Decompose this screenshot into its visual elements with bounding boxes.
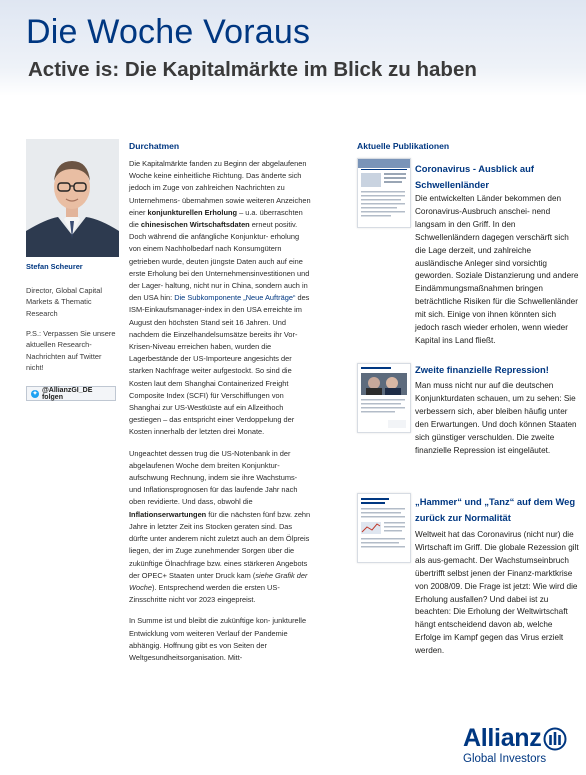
author-photo xyxy=(26,139,119,257)
publication-text-3: Weltweit hat das Coronavirus (nicht nur) die Wirtschaft im Griff. Die globale Rezession gilt als aus-gemacht. Der Wachstumseinbruch übertrifft selbst jenen der Finanz-marktkrise von 2008/09. Die Frage ist jetzt: Wie wird die Erholung ausfallen? Und dabei ist zu beachten: Die Erholung der Weltwirtschaft hängt entscheidend davon ab, welche Erfolge im Kampf gegen das Virus erzielt werden. xyxy=(415,530,579,656)
publication-thumbnail-2[interactable] xyxy=(357,363,411,433)
page-title: Die Woche Voraus xyxy=(26,13,311,51)
twitter-follow-label: @AllianzGI_DE folgen xyxy=(41,386,93,401)
allianz-logo-subtitle: Global Investors xyxy=(463,753,547,765)
article-paragraph-1: Die Kapitalmärkte fanden zu Beginn der abgelaufenen Woche keine einheitliche Richtung. Das änderte sich jedoch im Zuge von zahlreichen Nachrichten zu Unternehmens- übernahmen sowie weiteren Anzeichen einer konjunkturellen Erholung – u.a. überraschten die chinesischen Wirtschaftsdaten erneut positiv. Doch während die anfängliche Konjunktur- erholung von einem Nachholbedarf nach Konsumgütern getrieben wurde, deuten jüngste Daten auch auf eine erste Erholung bei den Unternehmensinvestitionen und der Lager- haltung, nicht nur in China, sondern auch in den USA hin: Die Subkomponente „Neue Aufträge“ des ISM-Einkaufsmanager-index in den USA erreichte im August den höchsten Stand seit 16 Jahren. Und nachdem die Einzelhandelsumsätze bereits ihr Vor-Krisen-Niveau erreichen haben, wurden die Lagerbestände der US-Importeure angesichts der starken Nachfrage weiter aufgestockt. So sind die Kosten laut dem Shanghai Containerized Freight Composite Index (SCFI) für Verschiffungen von Shanghai zur US-Westküste auf ein Allzeithoch gestiegen – das entspricht einer Verdoppelung der Kosten innerhalb der letzten drei Monate. xyxy=(129,159,311,437)
publication-text-2: Man muss nicht nur auf die deutschen Konjunkturdaten schauen, um zu sehen: Sie verbessern sich, aber bleiben häufig unter den Erwartungen. Und doch können Staaten sich günstiger verschulden. Die zweite finanzielle Repression ist eingeläutet. xyxy=(415,381,577,455)
publication-text-1: Die entwickelten Länder bekommen den Coronavirus-Ausbruch anschei- nend langsam in den Griff. In den Schwellenländern dagegen verschärft sich die Lage derzeit, und zahlreiche ausländische Anleger sind vorsichtig geworden. Soziale Distanzierung und andere Eindämmungsmaßnahmen bringen beträchtliche Risiken für die Schwellenländer mit sich. Einige von ihnen könnten sich jedoch rasch wieder erholen, wenn wieder Kapital ins Land fließt. xyxy=(415,194,579,345)
page-subtitle: Active is: Die Kapitalmärkte im Blick zu haben xyxy=(28,58,477,81)
publication-thumbnail-3[interactable] xyxy=(357,493,411,563)
publication-title-2[interactable]: Zweite finanzielle Repression! xyxy=(415,364,549,375)
publications-heading: Aktuelle Publikationen xyxy=(357,141,450,151)
publication-title-3[interactable]: „Hammer“ und „Tanz“ auf dem Weg zurück zur Normalität xyxy=(415,496,576,523)
twitter-icon: ✦ xyxy=(32,390,38,397)
article-heading: Durchatmen xyxy=(129,141,180,151)
article-link-ism[interactable]: Die Subkomponente „Neue Aufträge“ xyxy=(174,293,296,303)
author-name: Stefan Scheurer xyxy=(26,262,83,271)
allianz-eagle-icon xyxy=(543,727,567,751)
article-paragraph-3: In Summe ist und bleibt die zukünftige kon- junkturelle Entwicklung vom weiteren Verlauf der Pandemie abhängig. Hoffnung gibt es von Seiten der Weltgesundheitsorganisation. Mitt- xyxy=(129,616,307,662)
author-ps-note: P.S.: Verpassen Sie unsere aktuellen Research-Nachrichten auf Twitter nicht! xyxy=(26,329,116,373)
publication-title-1[interactable]: Coronavirus - Ausblick auf Schwellenländer xyxy=(415,163,534,190)
allianz-logo-word: Allianz xyxy=(463,724,542,752)
allianz-logo xyxy=(463,724,578,772)
article-body xyxy=(129,158,311,673)
article-paragraph-2: Ungeachtet dessen trug die US-Notenbank in der abgelaufenen Woche dem breiten Konjunktur- aufschwung Rechnung, indem sie ihre Wachstums- und Inflationsprognosen für das laufende Jahr nach oben revidierte. Und dass, obwohl die Inflationserwartungen für die nächsten fünf bzw. zehn Jahre in letzter Zeit ins Stocken geraten sind. Das dürfte unter anderem nicht zuletzt auch an dem Ölpreis liegen, der im Zuge zunehmender Sorgen über die zukünftige Ölnachfrage bzw. eines stärkeren Angebots der OPEC+ Staaten unter Druck kam (siehe Grafik der Woche). Entsprechend werden die ersten US-Zinsschritte nicht vor 2023 eingepreist. xyxy=(129,448,311,605)
twitter-follow-button[interactable] xyxy=(26,386,116,401)
publication-thumbnail-1[interactable] xyxy=(357,158,411,228)
author-role: Director, Global Capital Markets & Thematic Research xyxy=(26,286,102,318)
